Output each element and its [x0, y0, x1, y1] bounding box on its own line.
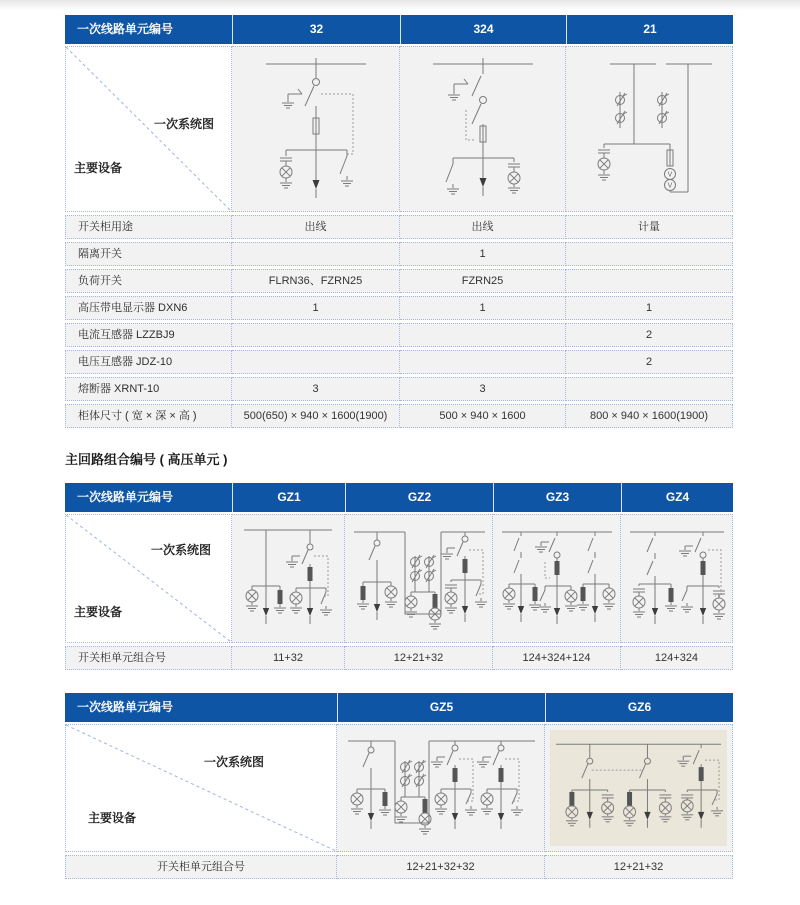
table-row-cabinet-size — [65, 404, 733, 428]
diagram-row-corner-cell — [65, 724, 337, 852]
header-col-gz2: GZ2 — [345, 483, 493, 512]
header-col-gz1: GZ1 — [232, 483, 345, 512]
row-value: 1 — [400, 242, 566, 266]
combo-value-gz4: 124+324 — [621, 646, 733, 670]
gz6-beige-panel — [550, 730, 727, 846]
row-value: 1 — [400, 296, 566, 320]
diagram-cell-gz5 — [337, 724, 545, 852]
diagram-row — [65, 724, 733, 852]
corner-label-equipment: 主要设备 — [88, 811, 137, 825]
combo-table-header — [65, 693, 733, 722]
row-value: 500(650) × 940 × 1600(1900) — [232, 404, 400, 428]
row-label: 电压互感器 JDZ-10 — [65, 350, 232, 374]
table-row-disconnector — [65, 242, 733, 266]
diagram-row — [65, 46, 733, 212]
one-line-diagram-gz5 — [343, 731, 539, 845]
row-label: 熔断器 XRNT-10 — [65, 377, 232, 401]
combo-row-label: 开关柜单元组合号 — [65, 855, 337, 879]
header-col-gz5: GZ5 — [337, 693, 545, 722]
combo-value-gz1: 11+32 — [232, 646, 345, 670]
header-col-gz4: GZ4 — [621, 483, 733, 512]
row-value — [566, 242, 733, 266]
corner-label-equipment: 主要设备 — [74, 605, 123, 619]
row-value — [566, 269, 733, 293]
one-line-diagram-324 — [408, 54, 558, 204]
row-value: 2 — [566, 323, 733, 347]
header-col-324: 324 — [400, 15, 566, 44]
row-value: 1 — [232, 296, 400, 320]
combo-value-gz2: 12+21+32 — [345, 646, 493, 670]
top-shadow — [0, 0, 800, 10]
row-value — [400, 350, 566, 374]
row-label: 负荷开关 — [65, 269, 232, 293]
row-label: 高压带电显示器 DXN6 — [65, 296, 232, 320]
row-value: 800 × 940 × 1600(1900) — [566, 404, 733, 428]
primary-unit-table-header — [65, 15, 733, 44]
one-line-diagram-gz2 — [349, 522, 489, 636]
combo-row — [65, 855, 733, 879]
header-col-gz3: GZ3 — [493, 483, 621, 512]
row-value — [232, 350, 400, 374]
row-value: 出线 — [232, 215, 400, 239]
diagram-cell-21 — [566, 46, 733, 212]
combo-row — [65, 646, 733, 670]
corner-label-equipment: 主要设备 — [74, 161, 123, 175]
row-value: 3 — [400, 377, 566, 401]
header-col-32: 32 — [232, 15, 400, 44]
combo-value-gz3: 124+324+124 — [493, 646, 621, 670]
corner-label-diagram: 一次系统图 — [151, 543, 212, 557]
combo-value-gz5: 12+21+32+32 — [337, 855, 545, 879]
row-value: 500 × 940 × 1600 — [400, 404, 566, 428]
diagram-cell-gz4 — [621, 514, 733, 643]
diagram-cell-gz3 — [493, 514, 621, 643]
row-value: 3 — [232, 377, 400, 401]
row-value — [400, 323, 566, 347]
combo-table-gz1-gz4 — [65, 483, 733, 670]
table-row-voltage-indicator — [65, 296, 733, 320]
row-value — [232, 323, 400, 347]
row-label: 电流互感器 LZZBJ9 — [65, 323, 232, 347]
diagonal-divider — [66, 725, 336, 851]
header-label: 一次线路单元编号 — [77, 22, 174, 36]
corner-label-diagram: 一次系统图 — [154, 117, 215, 131]
row-label: 开关柜用途 — [65, 215, 232, 239]
one-line-diagram-21 — [574, 54, 724, 204]
diagram-row — [65, 514, 733, 643]
combo-table-header — [65, 483, 733, 512]
row-value — [566, 377, 733, 401]
combo-table-gz5-gz6 — [65, 693, 733, 879]
one-line-diagram-32 — [241, 54, 391, 204]
header-col-21: 21 — [566, 15, 733, 44]
table-row-voltage-transformer — [65, 350, 733, 374]
row-value: FZRN25 — [400, 269, 566, 293]
diagram-cell-gz6 — [545, 724, 733, 852]
row-value: 2 — [566, 350, 733, 374]
primary-unit-table — [65, 15, 733, 428]
row-value — [232, 242, 400, 266]
one-line-diagram-gz4 — [625, 522, 729, 636]
combo-row-label: 开关柜单元组合号 — [65, 646, 232, 670]
table-row-fuse — [65, 377, 733, 401]
row-value: 出线 — [400, 215, 566, 239]
diagram-cell-gz2 — [345, 514, 493, 643]
diagram-cell-32 — [232, 46, 400, 212]
header-label: 一次线路单元编号 — [77, 700, 174, 714]
table-row-current-transformer — [65, 323, 733, 347]
table-row-usage — [65, 215, 733, 239]
row-value: FLRN36、FZRN25 — [232, 269, 400, 293]
row-value: 1 — [566, 296, 733, 320]
diagram-row-corner-cell — [65, 514, 232, 643]
diagram-cell-gz1 — [232, 514, 345, 643]
combo-value-gz6: 12+21+32 — [545, 855, 733, 879]
section-title: 主回路组合编号 ( 高压单元 ) — [65, 452, 228, 467]
header-label: 一次线路单元编号 — [77, 490, 174, 504]
table-row-load-switch — [65, 269, 733, 293]
one-line-diagram-gz6 — [550, 734, 727, 842]
row-value: 计量 — [566, 215, 733, 239]
header-col-gz6: GZ6 — [545, 693, 733, 722]
one-line-diagram-gz3 — [497, 522, 617, 636]
one-line-diagram-gz1 — [236, 522, 340, 636]
diagram-row-corner-cell — [65, 46, 232, 212]
row-label: 隔离开关 — [65, 242, 232, 266]
diagonal-divider — [66, 515, 231, 642]
diagram-cell-324 — [400, 46, 566, 212]
corner-label-diagram: 一次系统图 — [204, 755, 265, 769]
row-label: 柜体尺寸 ( 宽 × 深 × 高 ) — [65, 404, 232, 428]
